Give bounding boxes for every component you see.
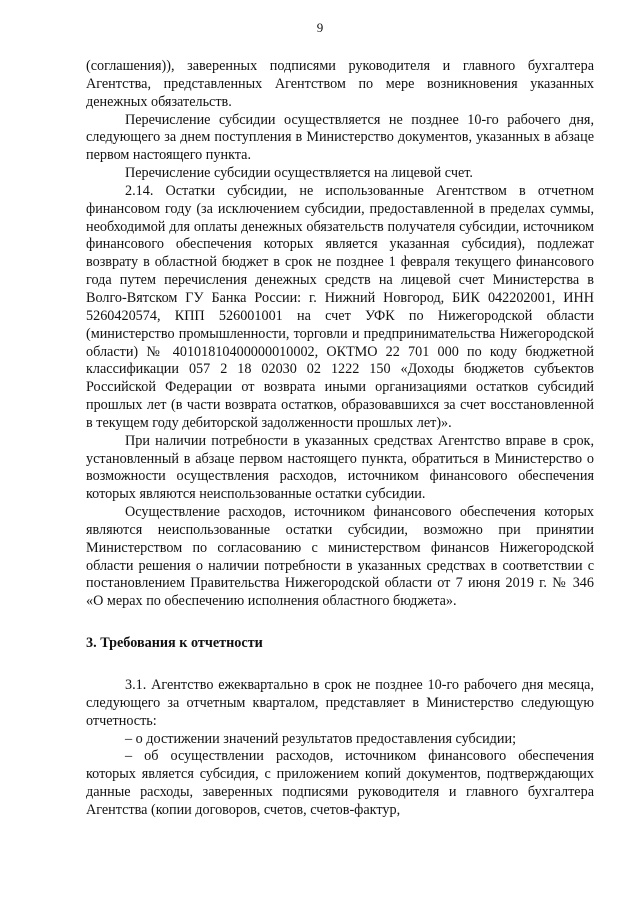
document-body bbox=[86, 58, 594, 820]
paragraph-clause-3-1: 3.1. Агентство ежеквартально в срок не позднее 10-го рабочего дня месяца, следующего за отчетным кварталом, представляет в Министерство следующую отчетность: bbox=[86, 677, 594, 729]
list-item-expenses: – об осуществлении расходов, источником финансового обеспечения которых является субсидия, с приложением копий документов, подтверждающих данные расходы, заверенных подписями руководителя и главного бухгалтера Агентства (копии договоров, счетов, счетов-фактур, bbox=[86, 748, 594, 818]
paragraph-clause-2-14: 2.14. Остатки субсидии, не использованные Агентством в отчетном финансовом году (за исключением субсидии, предоставленной в пределах суммы, необходимой для оплаты денежных обязательств получателя субсидии, источником финансового обеспечения которых является указанная субсидия), подлежат возврату в областной бюджет в срок не позднее 1 февраля текущего финансового года путем перечисления денежных средств на лицевой счет Министерства в Волго-Вятском ГУ Банка России: г. Нижний Новгород, БИК 042202001, ИНН 5260420574, КПП 526001001 на счет УФК по Нижегородской области (министерство промышленности, торговли и предпринимательства Нижегородской области) № 40101810400000010002, ОКТМО 22 701 000 по коду бюджетной классификации 057 2 18 02030 02 1222 150 «Доходы бюджетов субъектов Российской Федерации от возврата иными организациями остатков субсидий прошлых лет (в части возврата остатков, образовавшихся за счет восстановленной в текущем году дебиторской задолженности прошлых лет)». bbox=[86, 182, 594, 431]
page-number: 9 bbox=[316, 20, 324, 35]
paragraph-need-request: При наличии потребности в указанных средствах Агентство вправе в срок, установленный в абзаце первом настоящего пункта, обратиться в Министерство о возможности осуществления расходов, источником финансового обеспечения которых являются неиспользованные остатки субсидии. bbox=[86, 432, 594, 503]
section-heading: 3. Требования к отчетности bbox=[86, 635, 263, 652]
paragraph-continuation: (соглашения)), заверенных подписями руководителя и главного бухгалтера Агентства, представленных Агентством по мере возникновения указанных денежных обязательств. bbox=[86, 58, 594, 110]
paragraph-transfer-account: Перечисление субсидии осуществляется на лицевой счет. bbox=[125, 165, 473, 182]
paragraph-expenses-approval: Осуществление расходов, источником финансового обеспечения которых являются неиспользованные остатки субсидии, возможно при принятии Министерством по согласованию с министерством финансов Нижегородской области решения о наличии потребности в указанных средствах в соответствии с постановлением Правительства Нижегородской области от 7 июня 2019 г. № 346 «О мерах по обеспечению исполнения областного бюджета». bbox=[86, 504, 594, 610]
list-item-results: – о достижении значений результатов предоставления субсидии; bbox=[125, 730, 517, 747]
paragraph-transfer-deadline: Перечисление субсидии осуществляется не позднее 10-го рабочего дня, следующего за днем поступления в Министерство документов, указанных в абзаце первом настоящего пункта. bbox=[86, 111, 594, 164]
